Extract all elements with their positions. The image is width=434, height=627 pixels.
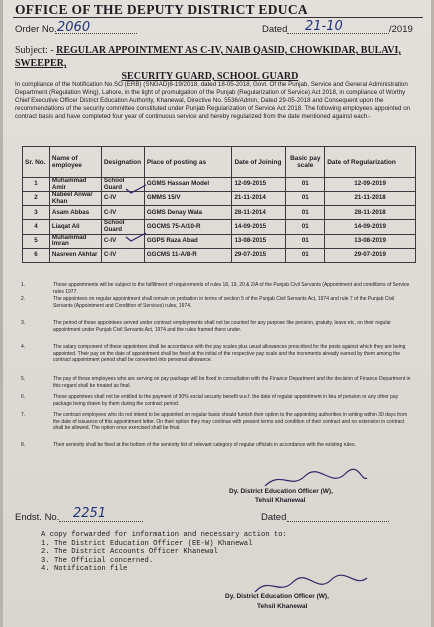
cell-bps: 01 xyxy=(286,192,325,206)
dated-underline xyxy=(287,33,389,34)
header-joining: Date of Joining xyxy=(232,147,286,178)
copy-item: 1. The District Education Officer (EE-W) Khanewal xyxy=(41,539,253,548)
cell-place: GGCMS 11-A/8-R xyxy=(144,248,232,262)
cell-sr: 4 xyxy=(23,220,50,234)
cell-designation: C-IV xyxy=(101,234,144,248)
signature-2-tehsil: Tehsil Khanewal xyxy=(257,603,308,610)
table-row xyxy=(23,206,416,220)
cell-designation: C-IV xyxy=(101,248,144,262)
condition-text: The contract employees who do not intend to be appointed on regular basis should furnish their option to the appointing authorities in writing within 30 days from the date of issuance of this appointment letter. On their option they may continue with present terms and condition of their contract and no extension in contract shall be allowed. The option once exercised shall be final. xyxy=(53,412,408,432)
cell-bps: 01 xyxy=(286,234,325,248)
subject xyxy=(15,44,415,83)
condition-number: 5. xyxy=(21,376,26,382)
order-underline xyxy=(55,33,137,34)
cell-bps: 01 xyxy=(286,248,325,262)
dated-label: Dated xyxy=(262,24,288,35)
heading-rule xyxy=(13,17,423,18)
endst-label: Endst. No. xyxy=(15,512,60,523)
cell-place: GGMS Denay Wala xyxy=(144,206,232,220)
checkmark-icon xyxy=(124,232,148,242)
endst-underline xyxy=(59,521,143,522)
condition-number: 4. xyxy=(21,344,26,350)
cell-sr: 3 xyxy=(23,206,50,220)
header-regularization: Date of Regularization xyxy=(325,147,416,178)
cell-designation: C-IV xyxy=(101,206,144,220)
condition-number: 6. xyxy=(21,394,26,400)
cell-name: Muhammad Imran xyxy=(49,234,101,248)
table-row xyxy=(23,248,416,262)
cell-name: Muhammad Amir xyxy=(49,178,101,192)
endst-dated-label: Dated xyxy=(261,512,287,523)
cell-regularization: 14-09-2019 xyxy=(325,220,416,234)
office-heading: OFFICE OF THE DEPUTY DISTRICT EDUCA xyxy=(15,2,308,17)
cell-name: Asam Abbas xyxy=(49,206,101,220)
cell-regularization: 21-11-2018 xyxy=(325,192,416,206)
subject-label: Subject: - xyxy=(15,45,54,56)
table-row xyxy=(23,192,416,206)
cell-sr: 6 xyxy=(23,248,50,262)
condition-text: The period of these appointees served under contract employments shall not be counted for any purpose like pension, gratuity, leave etc, on their regular appointment under Punjab Civil Servants Act, 1974 and the rules framed there under. xyxy=(53,320,391,333)
cell-joining: 28-11-2014 xyxy=(232,206,286,220)
condition-number: 8. xyxy=(21,442,26,448)
condition-number: 7. xyxy=(21,412,26,418)
copy-item: 4. Notification file xyxy=(41,565,128,574)
condition-text: The pay of those employees who are serving on pay package will be fixed in consultation with the Finance Department and the decision of Finance Department in this regard shall be treated as final. xyxy=(53,376,411,389)
cell-designation: School Guard xyxy=(101,178,144,192)
table-row xyxy=(23,220,416,234)
condition-text: These appointments will be subject to the fulfillment of requirements of rules 18, 19, 20 & 2/A of the Punjab Civil Servants (Appointment and conditions of Service rules 1977. xyxy=(53,282,410,295)
header-designation: Designation xyxy=(101,147,144,178)
dated-year: /2019 xyxy=(389,24,413,35)
cell-bps: 01 xyxy=(286,220,325,234)
endst-number: 2251 xyxy=(73,506,107,521)
cell-place: GGCMS 75-A/10-R xyxy=(144,220,232,234)
cell-designation: C-IV xyxy=(101,192,144,206)
signature-1-tehsil: Tehsil Khanewal xyxy=(255,497,306,504)
cell-name: Nabeel Anwar Khan xyxy=(49,192,101,206)
cell-regularization: 13-08-2019 xyxy=(325,234,416,248)
cell-joining: 21-11-2014 xyxy=(232,192,286,206)
dated-value: 21-10 xyxy=(305,19,343,34)
cell-joining: 12-09-2015 xyxy=(232,178,286,192)
checkmark-icon xyxy=(124,184,148,194)
condition-text: These appointees shall not be entitled to the payment of 30% social security benefit w.e.f. the date of regular appointment in lieu of pension or any other pay package being drawn by them during the contract period. xyxy=(53,394,399,407)
header-pay-scale: Basic pay scale xyxy=(286,147,325,178)
condition-text: The appointees on regular appointment shall remain on probation in terms of section 5 of the Punjab Civil Servants Act, 1974 and rule 7 of the Punjab Civil Servants (Appointment and Condition of Services) rules, 1974. xyxy=(53,296,395,309)
cell-regularization: 29-07-2019 xyxy=(325,248,416,262)
document-page xyxy=(3,0,431,627)
condition-number: 3. xyxy=(21,320,26,326)
copy-item: 3. The Official concerned. xyxy=(41,556,154,565)
table-row xyxy=(23,234,416,248)
cell-sr: 1 xyxy=(23,178,50,192)
table-row xyxy=(23,178,416,192)
cell-sr: 2 xyxy=(23,192,50,206)
copy-forwarded-block xyxy=(41,531,287,574)
signature-2-title: Dy. District Education Officer (W), xyxy=(225,593,329,600)
cell-regularization: 28-11-2018 xyxy=(325,206,416,220)
header-place: Place of posting as xyxy=(144,147,232,178)
condition-text: Their seniority shall be fixed at the bottom of the seniority list of relevant category of regular officials in accordance with the existing rules. xyxy=(53,442,356,448)
cell-joining: 14-09-2015 xyxy=(232,220,286,234)
cell-name: Nasreen Akhtar xyxy=(49,248,101,262)
cell-joining: 29-07-2015 xyxy=(232,248,286,262)
employee-table xyxy=(22,146,416,263)
cell-designation: School Guard xyxy=(101,220,144,234)
subject-line-2: SECURITY GUARD, SCHOOL GUARD xyxy=(121,71,299,82)
cell-regularization: 12-09-2019 xyxy=(325,178,416,192)
header-name: Name of employee xyxy=(49,147,101,178)
condition-number: 1. xyxy=(21,282,26,288)
intro-paragraph: In compliance of the Notification No.SO (ERB) (SNGAD)8-19/2018, dated 18-05-2018, Govt. Of the Punjab, Service and General Administration Department (Regulation Wing), Lahore, in the light of promulgation of the Punjab (Regularization of Service) Act 2018, in compliance of Worthy Chief Executive Officer District Education Authority, Khanewal, Directive No. 5536/Admin, Dated 29-05-2018 and Consequent upon the recommendations of the security committee constituted under Punjab Regularization of Service Act 2018. The following employees appointed on contract basis and have completed four year of continuous service and hereby regularized from the date mentioned against each:- xyxy=(15,81,411,120)
copy-intro: A copy forwarded for information and necessary action to: xyxy=(41,531,287,539)
endst-dated-underline xyxy=(287,521,389,522)
cell-place: GGMS Hassan Model xyxy=(144,178,232,192)
cell-place: GMMS 15/V xyxy=(144,192,232,206)
cell-sr: 5 xyxy=(23,234,50,248)
order-label: Order No. xyxy=(15,24,57,35)
cell-bps: 01 xyxy=(286,178,325,192)
condition-number: 2. xyxy=(21,296,26,302)
order-number: 2060 xyxy=(57,20,91,35)
cell-place: GGPS Raza Abad xyxy=(144,234,232,248)
header-sr-no: Sr. No. xyxy=(23,147,50,178)
cell-joining: 13-08-2015 xyxy=(232,234,286,248)
cell-name: Liaqat Ali xyxy=(49,220,101,234)
copy-item: 2. The District Accounts Officer Khanewal xyxy=(41,548,218,557)
signature-1-title: Dy. District Education Officer (W), xyxy=(229,488,333,495)
table-header-row xyxy=(23,147,416,178)
subject-line-1: REGULAR APPOINTMENT AS C-IV, NAIB QASID, CHOWKIDAR, BULAVI, SWEEPER, xyxy=(15,45,401,69)
cell-bps: 01 xyxy=(286,206,325,220)
condition-text: The salary component of these appointees shall be accordance with the pay scales plus usual allowances prescribed for the posts against which they are being appointed. Their pay on the date of appointment shall be fixed at the initial of the respective pay scale and the increments already earned by them among the contract appointment period shall be converted into personal allowance. xyxy=(53,344,406,364)
